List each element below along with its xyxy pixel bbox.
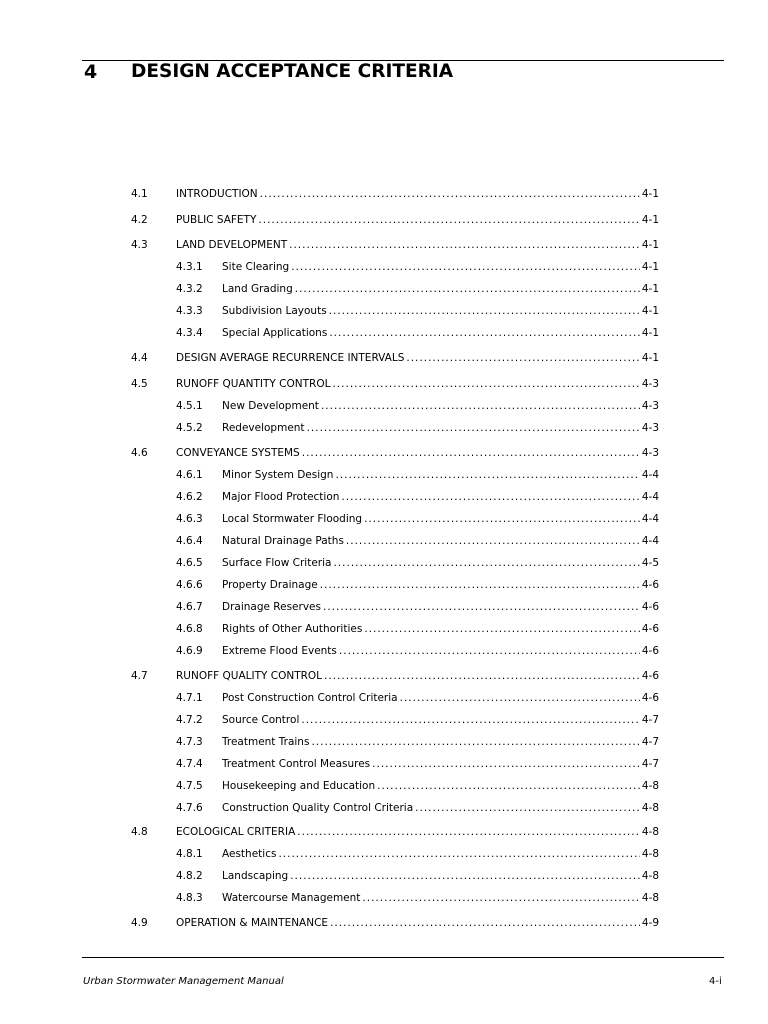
toc-section-title: CONVEYANCE SYSTEMS xyxy=(176,447,300,459)
toc-entry[interactable] xyxy=(176,691,659,705)
toc-section-number: 4.6 xyxy=(131,447,148,459)
toc-page-number: 4-6 xyxy=(641,579,659,591)
toc-section-number: 4.3.2 xyxy=(176,283,203,295)
toc-page-number: 4-4 xyxy=(641,469,659,481)
toc-entry[interactable] xyxy=(131,669,659,683)
toc-dot-leader xyxy=(372,757,640,771)
toc-page-number: 4-3 xyxy=(641,400,659,412)
toc-dot-leader xyxy=(291,260,640,274)
toc-entry[interactable] xyxy=(176,512,659,526)
toc-dot-leader xyxy=(302,446,640,460)
toc-section-number: 4.2 xyxy=(131,214,148,226)
toc-section-number: 4.3.3 xyxy=(176,305,203,317)
toc-entry[interactable] xyxy=(131,187,659,201)
toc-section-title: Extreme Flood Events xyxy=(222,645,337,657)
toc-entry[interactable] xyxy=(176,260,659,274)
toc-section-number: 4.8.2 xyxy=(176,870,203,882)
toc-entry[interactable] xyxy=(131,351,659,365)
toc-section-title: Special Applications xyxy=(222,327,328,339)
toc-entry[interactable] xyxy=(176,490,659,504)
toc-entry[interactable] xyxy=(176,644,659,658)
toc-section-number: 4.7 xyxy=(131,670,148,682)
toc-section-number: 4.8.3 xyxy=(176,892,203,904)
bottom-rule xyxy=(82,957,724,958)
toc-section-title: Redevelopment xyxy=(222,422,305,434)
toc-page-number: 4-1 xyxy=(641,261,659,273)
toc-page-number: 4-8 xyxy=(641,802,659,814)
toc-page-number: 4-1 xyxy=(641,188,659,200)
toc-section-title: RUNOFF QUANTITY CONTROL xyxy=(176,378,331,390)
toc-section-title: Drainage Reserves xyxy=(222,601,321,613)
toc-section-title: Landscaping xyxy=(222,870,289,882)
toc-section-number: 4.4 xyxy=(131,352,148,364)
toc-entry[interactable] xyxy=(176,713,659,727)
toc-section-title: LAND DEVELOPMENT xyxy=(176,239,288,251)
toc-section-number: 4.6.1 xyxy=(176,469,203,481)
toc-dot-leader xyxy=(295,282,640,296)
toc-dot-leader xyxy=(307,421,640,435)
toc-section-number: 4.6.7 xyxy=(176,601,203,613)
toc-dot-leader xyxy=(329,326,640,340)
toc-section-title: Natural Drainage Paths xyxy=(222,535,344,547)
toc-dot-leader xyxy=(332,377,639,391)
chapter-number: 4 xyxy=(84,61,98,83)
toc-page-number: 4-8 xyxy=(641,848,659,860)
toc-page-number: 4-8 xyxy=(641,826,659,838)
toc-entry[interactable] xyxy=(176,735,659,749)
toc-page-number: 4-8 xyxy=(641,892,659,904)
toc-section-number: 4.3.4 xyxy=(176,327,203,339)
toc-page-number: 4-1 xyxy=(641,327,659,339)
toc-entry[interactable] xyxy=(176,282,659,296)
toc-page-number: 4-4 xyxy=(641,513,659,525)
toc-entry[interactable] xyxy=(176,399,659,413)
toc-section-title: Treatment Trains xyxy=(222,736,310,748)
toc-dot-leader xyxy=(415,801,640,815)
toc-section-title: New Development xyxy=(222,400,319,412)
toc-dot-leader xyxy=(346,534,640,548)
toc-dot-leader xyxy=(321,399,640,413)
toc-section-title: ECOLOGICAL CRITERIA xyxy=(176,826,296,838)
toc-entry[interactable] xyxy=(176,847,659,861)
toc-dot-leader xyxy=(364,512,640,526)
toc-dot-leader xyxy=(278,847,639,861)
toc-page-number: 4-7 xyxy=(641,714,659,726)
toc-page-number: 4-7 xyxy=(641,736,659,748)
toc-section-title: Major Flood Protection xyxy=(222,491,340,503)
toc-page-number: 4-6 xyxy=(641,623,659,635)
toc-page-number: 4-6 xyxy=(641,692,659,704)
toc-page-number: 4-5 xyxy=(641,557,659,569)
toc-entry[interactable] xyxy=(176,600,659,614)
toc-entry[interactable] xyxy=(176,421,659,435)
toc-entry[interactable] xyxy=(176,622,659,636)
toc-dot-leader xyxy=(362,891,639,905)
toc-section-number: 4.5.2 xyxy=(176,422,203,434)
toc-section-title: Post Construction Control Criteria xyxy=(222,692,398,704)
toc-page-number: 4-3 xyxy=(641,447,659,459)
toc-page-number: 4-1 xyxy=(641,305,659,317)
toc-page-number: 4-1 xyxy=(641,283,659,295)
toc-section-number: 4.7.5 xyxy=(176,780,203,792)
toc-entry[interactable] xyxy=(176,326,659,340)
toc-section-number: 4.1 xyxy=(131,188,148,200)
toc-section-title: Local Stormwater Flooding xyxy=(222,513,363,525)
toc-entry[interactable] xyxy=(176,757,659,771)
toc-entry[interactable] xyxy=(131,377,659,391)
toc-section-title: Rights of Other Authorities xyxy=(222,623,363,635)
toc-dot-leader xyxy=(335,468,639,482)
toc-section-title: Subdivision Layouts xyxy=(222,305,327,317)
toc-page-number: 4-6 xyxy=(641,601,659,613)
toc-section-title: Land Grading xyxy=(222,283,293,295)
toc-dot-leader xyxy=(258,213,639,227)
toc-page-number: 4-3 xyxy=(641,422,659,434)
toc-entry[interactable] xyxy=(176,556,659,570)
toc-page-number: 4-4 xyxy=(641,535,659,547)
toc-dot-leader xyxy=(406,351,639,365)
toc-section-number: 4.6.2 xyxy=(176,491,203,503)
toc-entry[interactable] xyxy=(176,869,659,883)
toc-page-number: 4-9 xyxy=(641,917,659,929)
toc-section-title: Site Clearing xyxy=(222,261,290,273)
toc-entry[interactable] xyxy=(131,446,659,460)
toc-section-title: PUBLIC SAFETY xyxy=(176,214,257,226)
toc-page-number: 4-1 xyxy=(641,214,659,226)
toc-section-number: 4.6.9 xyxy=(176,645,203,657)
toc-section-title: Minor System Design xyxy=(222,469,334,481)
toc-page-number: 4-4 xyxy=(641,491,659,503)
toc-section-number: 4.5.1 xyxy=(176,400,203,412)
toc-section-number: 4.6.6 xyxy=(176,579,203,591)
toc-dot-leader xyxy=(377,779,640,793)
toc-section-title: INTRODUCTION xyxy=(176,188,258,200)
toc-section-title: Property Drainage xyxy=(222,579,318,591)
toc-dot-leader xyxy=(364,622,640,636)
toc-section-number: 4.5 xyxy=(131,378,148,390)
toc-page-number: 4-7 xyxy=(641,758,659,770)
chapter-title: DESIGN ACCEPTANCE CRITERIA xyxy=(131,61,454,82)
toc-section-number: 4.3.1 xyxy=(176,261,203,273)
toc-entry[interactable] xyxy=(131,213,659,227)
toc-page-number: 4-6 xyxy=(641,670,659,682)
toc-section-number: 4.3 xyxy=(131,239,148,251)
toc-section-number: 4.7.4 xyxy=(176,758,203,770)
toc-section-number: 4.7.3 xyxy=(176,736,203,748)
toc-page-number: 4-6 xyxy=(641,645,659,657)
toc-section-title: Source Control xyxy=(222,714,300,726)
toc-section-number: 4.6.8 xyxy=(176,623,203,635)
toc-dot-leader xyxy=(323,600,640,614)
toc-dot-leader xyxy=(324,669,640,683)
toc-dot-leader xyxy=(320,578,640,592)
toc-page-number: 4-1 xyxy=(641,239,659,251)
toc-dot-leader xyxy=(330,916,640,930)
toc-section-number: 4.8.1 xyxy=(176,848,203,860)
toc-entry[interactable] xyxy=(176,801,659,815)
toc-section-title: Surface Flow Criteria xyxy=(222,557,332,569)
toc-section-title: RUNOFF QUALITY CONTROL xyxy=(176,670,323,682)
toc-section-number: 4.7.2 xyxy=(176,714,203,726)
toc-entry[interactable] xyxy=(176,578,659,592)
toc-page-number: 4-1 xyxy=(641,352,659,364)
toc-dot-leader xyxy=(289,238,640,252)
toc-dot-leader xyxy=(400,691,640,705)
toc-dot-leader xyxy=(260,187,640,201)
toc-section-title: Housekeeping and Education xyxy=(222,780,376,792)
footer-page-number: 4-i xyxy=(709,976,722,987)
toc-section-number: 4.9 xyxy=(131,917,148,929)
toc-entry[interactable] xyxy=(176,534,659,548)
toc-dot-leader xyxy=(329,304,640,318)
toc-section-title: DESIGN AVERAGE RECURRENCE INTERVALS xyxy=(176,352,405,364)
toc-dot-leader xyxy=(290,869,640,883)
toc-dot-leader xyxy=(297,825,640,839)
toc-dot-leader xyxy=(339,644,640,658)
toc-dot-leader xyxy=(333,556,639,570)
toc-section-number: 4.6.3 xyxy=(176,513,203,525)
toc-section-number: 4.7.1 xyxy=(176,692,203,704)
toc-entry[interactable] xyxy=(176,779,659,793)
toc-section-number: 4.6.5 xyxy=(176,557,203,569)
toc-section-number: 4.7.6 xyxy=(176,802,203,814)
toc-entry[interactable] xyxy=(176,468,659,482)
toc-entry[interactable] xyxy=(131,238,659,252)
toc-dot-leader xyxy=(311,735,639,749)
toc-page-number: 4-3 xyxy=(641,378,659,390)
toc-section-title: Treatment Control Measures xyxy=(222,758,371,770)
toc-section-number: 4.6.4 xyxy=(176,535,203,547)
toc-section-title: Construction Quality Control Criteria xyxy=(222,802,414,814)
toc-entry[interactable] xyxy=(131,916,659,930)
toc-page-number: 4-8 xyxy=(641,870,659,882)
toc-entry[interactable] xyxy=(176,891,659,905)
toc-page-number: 4-8 xyxy=(641,780,659,792)
toc-section-number: 4.8 xyxy=(131,826,148,838)
toc-section-title: Watercourse Management xyxy=(222,892,361,904)
toc-section-title: OPERATION & MAINTENANCE xyxy=(176,917,329,929)
footer-title: Urban Stormwater Management Manual xyxy=(83,976,284,987)
toc-section-title: Aesthetics xyxy=(222,848,277,860)
toc-entry[interactable] xyxy=(176,304,659,318)
toc-dot-leader xyxy=(341,490,639,504)
toc-entry[interactable] xyxy=(131,825,659,839)
toc-dot-leader xyxy=(301,713,639,727)
